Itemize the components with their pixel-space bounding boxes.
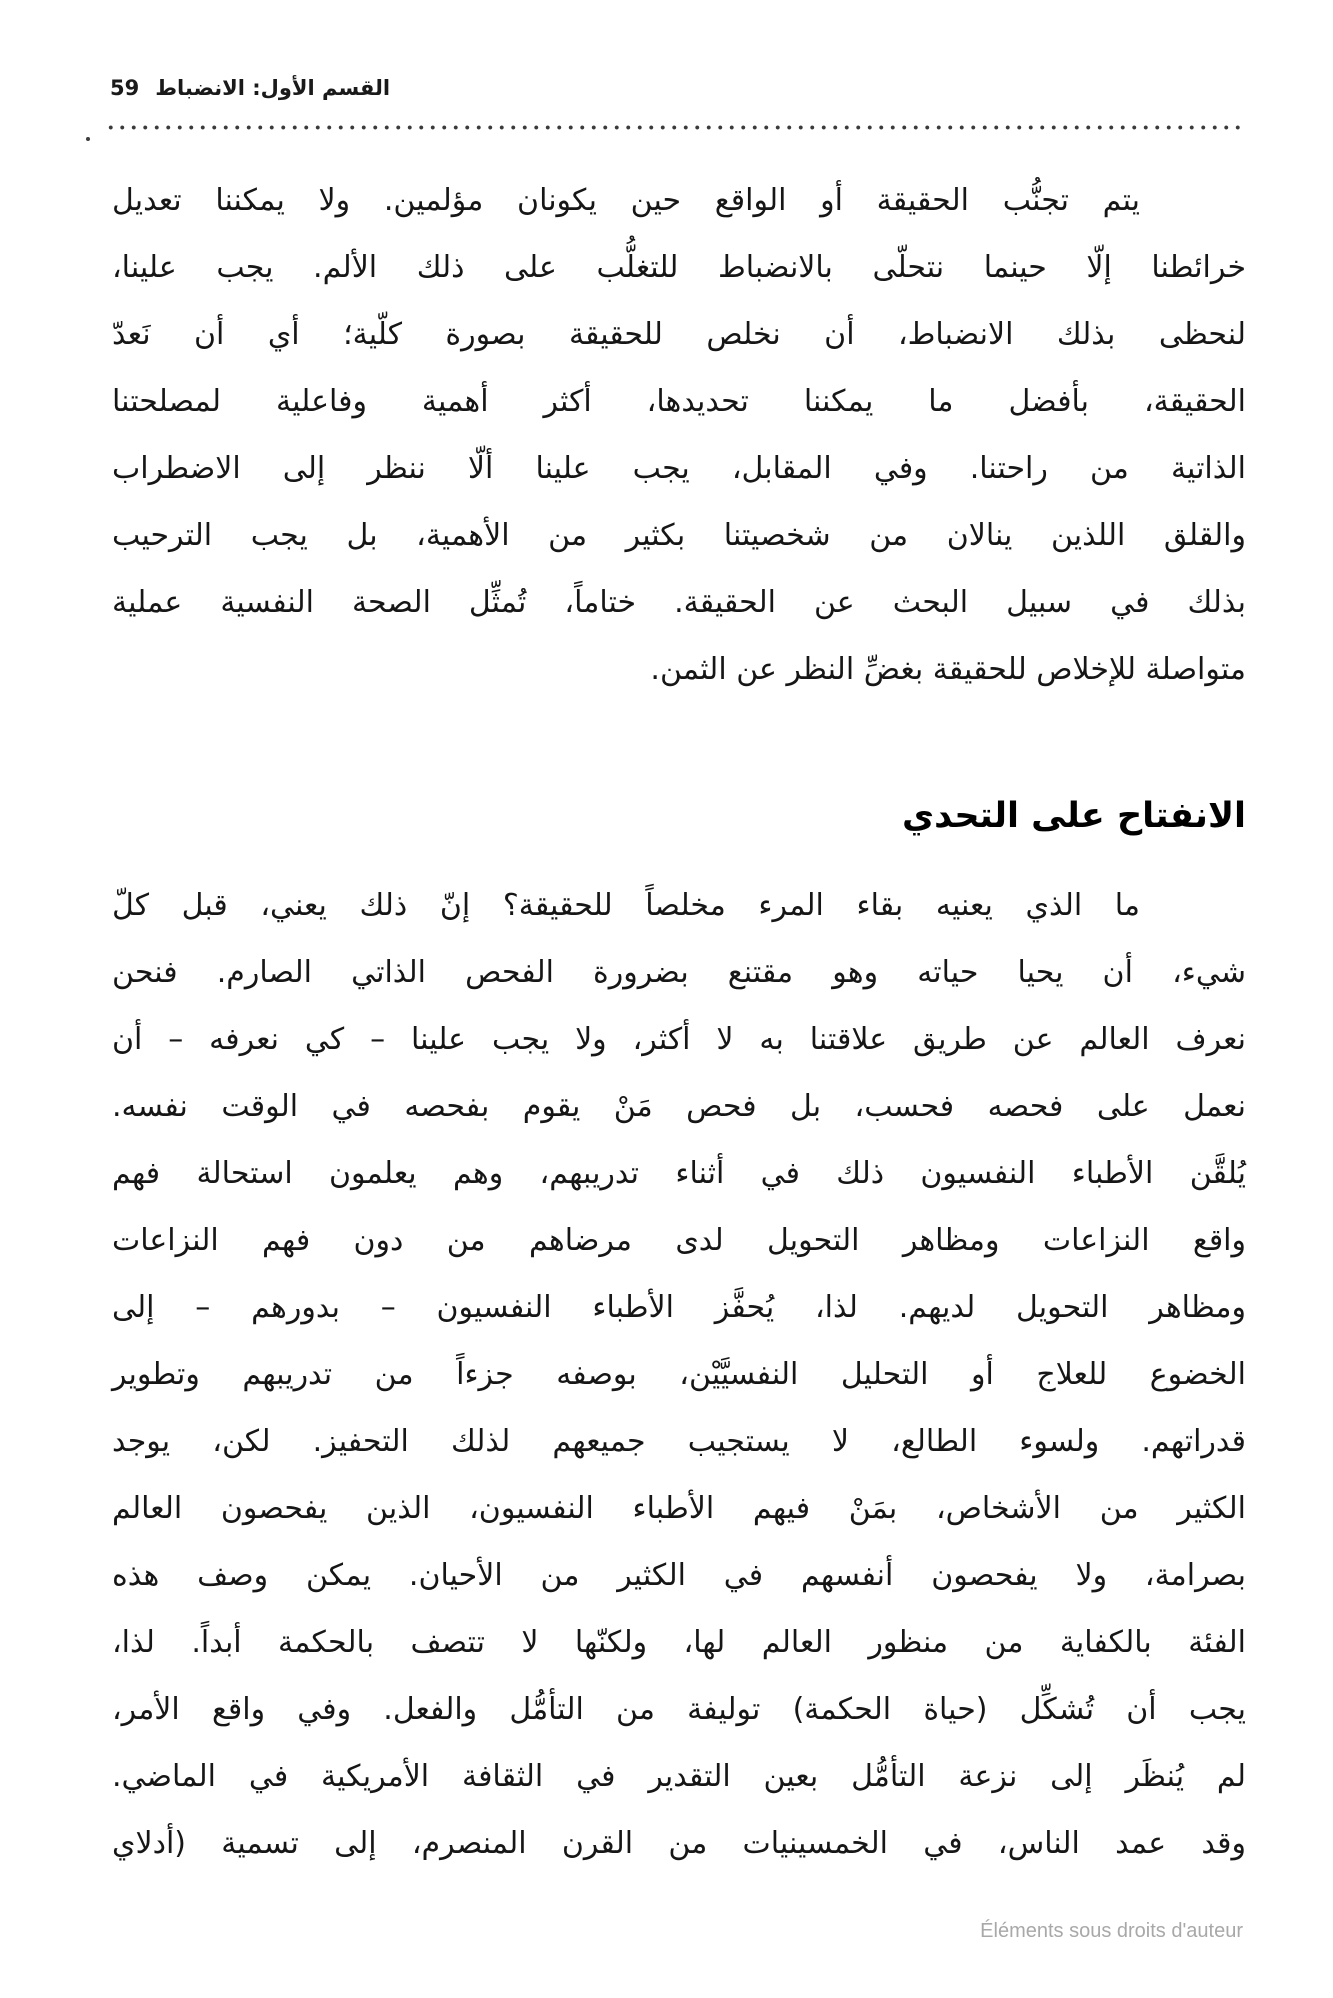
text-line: متواصلة للإخلاص للحقيقة بغضِّ النظر عن الثمن.	[650, 652, 1246, 687]
page-header	[110, 76, 390, 100]
dot-ornament	[86, 137, 90, 141]
text-line: واقع النزاعات ومظاهر التحويل لدى مرضاهم من دون فهم النزاعات	[112, 1223, 1246, 1258]
text-line: الذاتية من راحتنا. وفي المقابل، يجب علينا ألّا ننظر إلى الاضطراب	[112, 451, 1246, 486]
text-line: لم يُنظَر إلى نزعة التأمُّل بعين التقدير في الثقافة الأمريكية في الماضي.	[112, 1759, 1246, 1794]
text-line: نعمل على فحصه فحسب، بل فحص مَنْ يقوم بفحصه في الوقت نفسه.	[112, 1089, 1246, 1124]
page-number: 59	[110, 76, 140, 100]
text-line: لنحظى بذلك الانضباط، أن نخلص للحقيقة بصورة كلّية؛ أي أن نَعدّ	[112, 317, 1246, 352]
text-line: الخضوع للعلاج أو التحليل النفسيَّيْن، بوصفه جزءاً من تدريبهم وتطوير	[112, 1357, 1246, 1392]
body-paragraph	[112, 872, 1246, 1877]
section-heading: الانفتاح على التحدي	[902, 796, 1246, 836]
intro-paragraph	[112, 167, 1246, 703]
text-line: يتم تجنُّب الحقيقة أو الواقع حين يكونان مؤلمين. ولا يمكننا تعديل	[112, 183, 1140, 218]
text-line: وقد عمد الناس، في الخمسينيات من القرن المنصرم، إلى تسمية (أدلاي	[112, 1826, 1246, 1861]
text-line: الكثير من الأشخاص، بمَنْ فيهم الأطباء النفسيون، الذين يفحصون العالم	[112, 1491, 1246, 1526]
text-line: خرائطنا إلّا حينما نتحلّى بالانضباط للتغلُّب على ذلك الألم. يجب علينا،	[112, 250, 1246, 285]
text-line: يُلقَّن الأطباء النفسيون ذلك في أثناء تدريبهم، وهم يعلمون استحالة فهم	[112, 1156, 1246, 1191]
running-section-title: القسم الأول: الانضباط	[155, 76, 391, 100]
text-line: بذلك في سبيل البحث عن الحقيقة. ختاماً، تُمثِّل الصحة النفسية عملية	[112, 585, 1246, 620]
text-line: نعرف العالم عن طريق علاقتنا به لا أكثر، ولا يجب علينا – كي نعرفه – أن	[112, 1022, 1246, 1057]
text-line: ما الذي يعنيه بقاء المرء مخلصاً للحقيقة؟ إنّ ذلك يعني، قبل كلّ	[112, 888, 1140, 923]
text-line: يجب أن تُشكِّل (حياة الحكمة) توليفة من التأمُّل والفعل. وفي واقع الأمر،	[112, 1692, 1246, 1727]
text-line: الفئة بالكفاية من منظور العالم لها، ولكنّها لا تتصف بالحكمة أبداً. لذا،	[112, 1625, 1246, 1660]
text-line: شيء، أن يحيا حياته وهو مقتنع بضرورة الفحص الذاتي الصارم. فنحن	[112, 955, 1246, 990]
copyright-notice: Éléments sous droits d'auteur	[980, 1920, 1243, 1942]
text-line: ومظاهر التحويل لديهم. لذا، يُحفَّز الأطباء النفسيون – بدورهم – إلى	[112, 1290, 1246, 1325]
text-line: الحقيقة، بأفضل ما يمكننا تحديدها، أكثر أهمية وفاعلية لمصلحتنا	[112, 384, 1246, 419]
dotted-separator	[105, 123, 1247, 132]
text-line: والقلق اللذين ينالان من شخصيتنا بكثير من الأهمية، بل يجب الترحيب	[112, 518, 1246, 553]
text-line: قدراتهم. ولسوء الطالع، لا يستجيب جميعهم لذلك التحفيز. لكن، يوجد	[112, 1424, 1246, 1459]
text-line: بصرامة، ولا يفحصون أنفسهم في الكثير من الأحيان. يمكن وصف هذه	[112, 1558, 1246, 1593]
